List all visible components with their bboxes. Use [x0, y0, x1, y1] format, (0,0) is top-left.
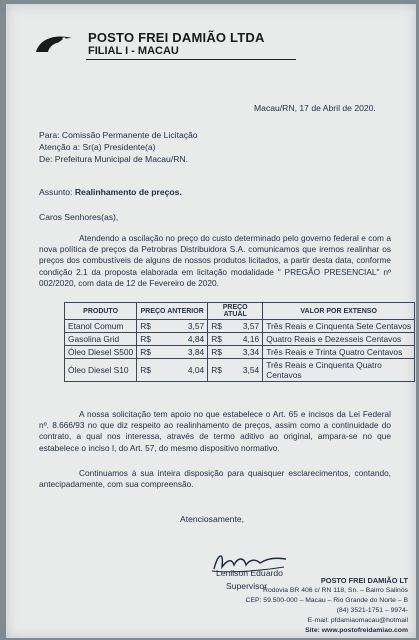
footer-address: Rodovia BR 406 c/ RN 118, Sn. – Bairro Salinós — [263, 587, 408, 594]
subject-text: Realinhamento de preços. — [74, 187, 182, 197]
currency-label: R$ — [211, 334, 222, 344]
currency-label: R$ — [211, 365, 222, 375]
company-name: POSTO FREI DAMIÃO LTDA — [88, 30, 265, 45]
cell-value-in-words: Três Reais e Cinquenta Sete Centavos — [263, 320, 415, 333]
current-price-value: 3,34 — [242, 347, 260, 357]
from-line: De: Prefeitura Municipal de Macau/RN. — [39, 154, 189, 164]
column-header-value-in-words: VALOR POR EXTENSO — [263, 303, 415, 320]
currency-label: R$ — [211, 321, 222, 331]
column-header-previous-price: PREÇO ANTERIOR — [137, 303, 208, 320]
table-row — [65, 320, 415, 333]
cell-product: Óleo Diesel S10 — [65, 359, 137, 382]
currency-label: R$ — [140, 321, 151, 331]
to-line: Para: Comissão Permanente de Licitação — [39, 130, 198, 140]
attention-line: Atenção a: Sr(a) Presidente(a) — [39, 142, 156, 152]
paragraph-3: Continuamos à sua inteira disposição para quaisquer esclarecimentos, contando, antecipadamente, com sua compreensão. — [39, 468, 391, 490]
cell-previous-price — [137, 346, 208, 359]
cell-value-in-words: Três Reais e Trinta Quatro Centavos — [263, 346, 415, 359]
branch-name: FILIAL I - MACAU — [88, 45, 179, 57]
cell-value-in-words: Quatro Reais e Dezesseis Centavos — [263, 333, 415, 346]
price-table — [64, 302, 415, 382]
header-rule — [86, 59, 296, 60]
cell-previous-price — [137, 320, 208, 333]
previous-price-value: 4,84 — [187, 334, 205, 344]
cell-product: Gasolina Grid — [65, 333, 137, 346]
cell-product: Etanol Comum — [65, 320, 137, 333]
table-row — [65, 333, 415, 346]
cell-current-price — [208, 333, 263, 346]
currency-label: R$ — [140, 365, 151, 375]
paragraph-1: Atendendo a oscilação no preço do custo determinado pelo governo federal e com a nova política de preços da Petrobras Distribuidora S.A. comunicamos que iremos realinhar os preços dos combustíveis de alguns de nossos produtos licitados, a partir desta data, conforme condição 2.1 da proposta elaborada em licitação modalidade " PREGÃO PRESENCIAL" nº 002/2020, com data de 12 de Fevereiro de 2020. — [39, 233, 391, 288]
current-price-value: 3,57 — [242, 321, 260, 331]
cell-current-price — [208, 320, 263, 333]
footer-email: E-mail: pfdamiaomacau@hotmail — [307, 617, 408, 624]
closing: Atenciosamente, — [180, 514, 245, 524]
footer-cep: CEP: 59.500-000 – Macau – Rio Grande do Norte – B — [245, 597, 408, 604]
column-header-current-price: PREÇO ATUAL — [208, 303, 263, 320]
cell-value-in-words: Três Reais e Cinquenta Quatro Centavos — [263, 359, 415, 382]
greeting: Caros Senhores(as), — [39, 212, 119, 222]
cell-product: Óleo Diesel S500 — [65, 346, 137, 359]
signer-name: Lenilson Eduardo — [216, 568, 283, 578]
footer-site: Site: www.postofreidamiao.com — [305, 627, 408, 634]
previous-price-value: 3,57 — [187, 321, 205, 331]
company-logo-icon — [34, 32, 74, 56]
cell-previous-price — [137, 333, 208, 346]
currency-label: R$ — [140, 347, 151, 357]
current-price-value: 3,54 — [242, 365, 260, 375]
previous-price-value: 4,04 — [187, 365, 205, 375]
footer-phone: (84) 3521-1751 – 9974- — [336, 607, 408, 614]
currency-label: R$ — [211, 347, 222, 357]
footer-company: POSTO FREI DAMIÃO LT — [320, 576, 408, 585]
cell-current-price — [208, 359, 263, 382]
currency-label: R$ — [140, 334, 151, 344]
paragraph-2: A nossa solicitação tem apoio no que estabelece o Art. 65 e incisos da Lei Federal nº. 8.666/93 no que diz respeito ao realinhamento de preços, assim como a continuidade do contrato, a qual nos interessa, através de termo aditivo ao original, ampara-se no que estabelece o inciso I, do Art. 57, do mesmo dispositivo normativo. — [39, 409, 391, 453]
subject-line — [39, 187, 182, 198]
letter-page — [6, 4, 416, 638]
column-header-product: PRODUTO — [65, 303, 137, 320]
table-row — [65, 359, 415, 382]
signer-role: Supervisor — [226, 581, 268, 591]
date-line: Macau/RN, 17 de Abril de 2020. — [254, 103, 376, 113]
previous-price-value: 3,84 — [187, 347, 205, 357]
current-price-value: 4,16 — [242, 334, 260, 344]
table-row — [65, 346, 415, 359]
table-header-row — [65, 303, 415, 320]
cell-previous-price — [137, 359, 208, 382]
subject-prefix: Assunto: — [39, 187, 75, 197]
cell-current-price — [208, 346, 263, 359]
